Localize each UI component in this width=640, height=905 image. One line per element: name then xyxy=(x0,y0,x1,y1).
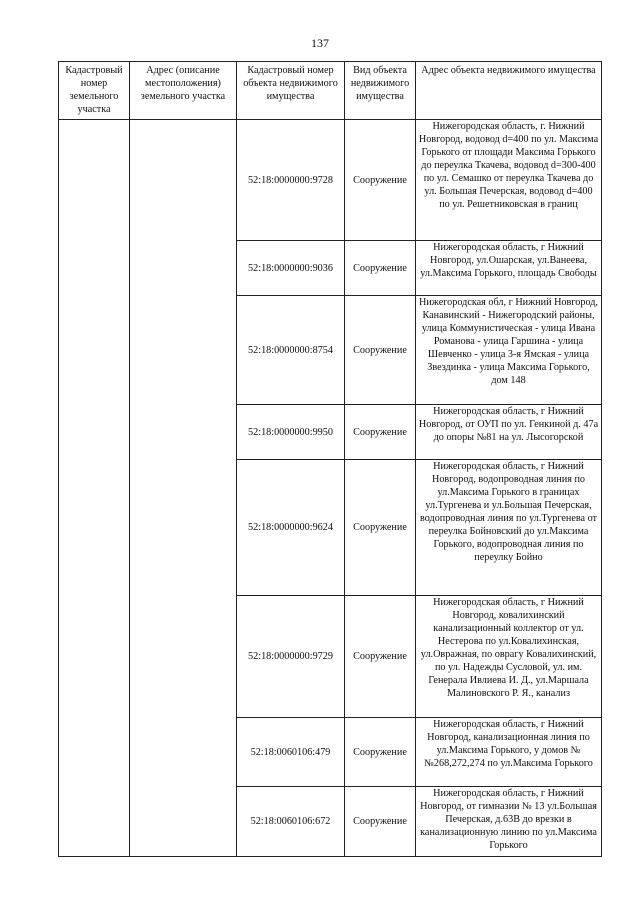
object-address-cell: Нижегородская обл, г Нижний Новгород, Канавинский - Нижегородский районы, улица Коммунистическая - улица Ивана Романова - улица Гаршина - улица Шевченко - улица 3-я Ямская - улица Звездинка - улица Максима Горького, дом 148 xyxy=(416,296,602,405)
header-object-type: Вид объекта недвижимого имущества xyxy=(345,62,416,120)
object-type-cell: Сооружение xyxy=(345,405,416,460)
object-cadastral-cell: 52:18:0060106:479 xyxy=(237,718,345,787)
object-address-cell: Нижегородская область, г Нижний Новгород, водопроводная линия по ул.Максима Горького в границах ул.Тургенева и ул.Большая Печерская, водопроводная линия по ул.Тургенева от переулка Бойновский до ул.Максима Горького, водопроводная линия по переулку Бойно xyxy=(416,460,602,596)
object-address-cell: Нижегородская область, г Нижний Новгород, от ОУП по ул. Генкиной д. 47а до опоры №81 на ул. Лысогорской xyxy=(416,405,602,460)
object-cadastral-cell: 52:18:0000000:8754 xyxy=(237,296,345,405)
object-type-cell: Сооружение xyxy=(345,241,416,296)
object-cadastral-cell: 52:18:0000000:9950 xyxy=(237,405,345,460)
header-row xyxy=(59,62,602,120)
registry-table xyxy=(58,61,602,857)
object-cadastral-cell: 52:18:0000000:9728 xyxy=(237,120,345,241)
object-address-cell: Нижегородская область, г Нижний Новгород, ковалихинский канализационный коллектор от ул. Нестерова по ул.Ковалихинская, ул.Овражная, по оврагу Ковалихинский, по ул. Надежды Сусловой, ул. им. Генерала Ивлиева И. Д., ул.Маршала Малиновского Р. Я., канализ xyxy=(416,596,602,718)
object-address-cell: Нижегородская область, г Нижний Новгород, от гимназии № 13 ул.Большая Печерская, д.63В до врезки в канализационную линию по ул.Максима Горького xyxy=(416,787,602,857)
object-cadastral-cell: 52:18:0000000:9729 xyxy=(237,596,345,718)
object-type-cell: Сооружение xyxy=(345,596,416,718)
table-row xyxy=(59,120,602,241)
header-object-address: Адрес объекта недвижимого имущества xyxy=(416,62,602,120)
header-land-cadastral: Кадастровый номер земельного участка xyxy=(59,62,130,120)
object-cadastral-cell: 52:18:0000000:9036 xyxy=(237,241,345,296)
land-cadastral-cell xyxy=(59,120,130,857)
header-land-address: Адрес (описание местоположения) земельного участка xyxy=(130,62,237,120)
object-address-cell: Нижегородская область, г. Нижний Новгород, водовод d=400 по ул. Максима Горького от площади Максима Горького до переулка Ткачева, водовод d=300-400 по ул. Семашко от переулка Ткачева до ул. Большая Печерская, водовод d=400 по ул. Решетниковская в границ xyxy=(416,120,602,241)
land-address-cell xyxy=(130,120,237,857)
object-type-cell: Сооружение xyxy=(345,787,416,857)
object-address-cell: Нижегородская область, г Нижний Новгород, ул.Ошарская, ул.Ванеева, ул.Максима Горького, площадь Свободы xyxy=(416,241,602,296)
page-number: 137 xyxy=(311,36,329,50)
object-type-cell: Сооружение xyxy=(345,460,416,596)
object-type-cell: Сооружение xyxy=(345,120,416,241)
header-object-cadastral: Кадастровый номер объекта недвижимого имущества xyxy=(237,62,345,120)
object-cadastral-cell: 52:18:0060106:672 xyxy=(237,787,345,857)
object-address-cell: Нижегородская область, г Нижний Новгород, канализационная линия по ул.Максима Горького, у домов №№268,272,274 по ул.Максима Горького xyxy=(416,718,602,787)
object-cadastral-cell: 52:18:0000000:9624 xyxy=(237,460,345,596)
object-type-cell: Сооружение xyxy=(345,296,416,405)
object-type-cell: Сооружение xyxy=(345,718,416,787)
